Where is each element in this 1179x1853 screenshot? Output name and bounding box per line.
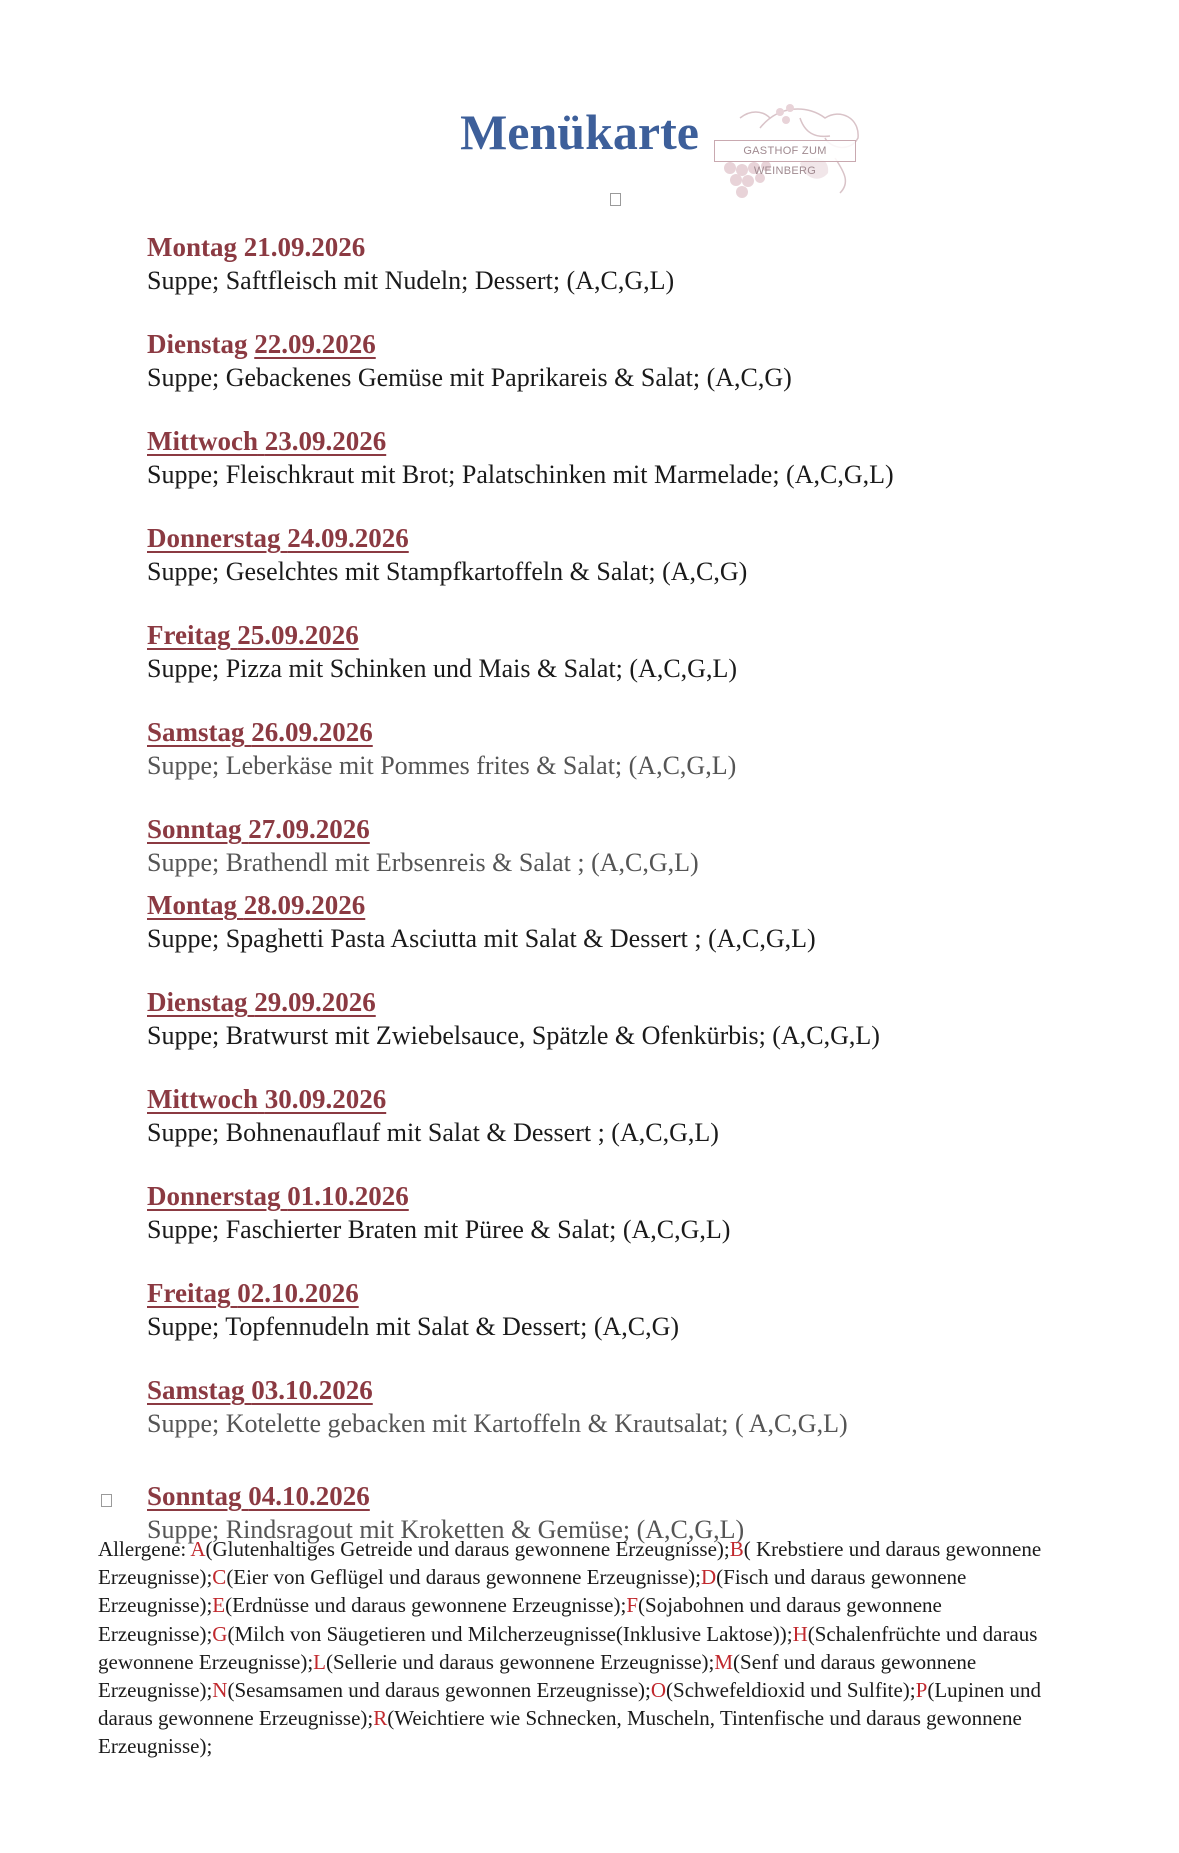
allergen-text: (Sellerie und daraus gewonnene Erzeugnisse);: [326, 1649, 715, 1674]
day-dish: Suppe; Pizza mit Schinken und Mais & Salat; (A,C,G,L): [147, 654, 737, 683]
day-name: Samstag: [147, 717, 245, 747]
menu-day: [147, 1082, 1047, 1150]
day-date: 28.09.2026: [243, 890, 366, 920]
day-name: Sonntag: [147, 1481, 242, 1511]
day-date: 26.09.2026: [251, 717, 373, 747]
menu-day: [147, 521, 1047, 589]
day-date: 02.10.2026: [237, 1278, 359, 1308]
menu-day: [147, 230, 1047, 298]
allergen-text: (Schwefeldioxid und Sulfite);: [666, 1678, 916, 1703]
day-date: 24.09.2026: [287, 523, 409, 553]
day-dish: Suppe; Leberkäse mit Pommes frites & Salat; (A,C,G,L): [147, 751, 737, 780]
allergen-text: (Lupinen und daraus gewonnene Erzeugnisse);: [98, 1678, 1042, 1731]
day-name: Freitag: [147, 620, 231, 650]
day-date: 30.09.2026: [264, 1084, 387, 1114]
menu-day: [147, 1373, 1047, 1441]
allergen-label: Allergene:: [98, 1537, 191, 1561]
day-dish: Suppe; Bohnenauflauf mit Salat & Dessert ; (A,C,G,L): [147, 1118, 719, 1147]
allergen-text: (Weichtiere wie Schnecken, Muscheln, Tintenfische und daraus gewonnene Erzeugnisse);: [98, 1706, 1022, 1759]
placeholder-box-icon: [101, 1494, 112, 1507]
day-date: 23.09.2026: [264, 426, 387, 456]
day-date: 01.10.2026: [287, 1181, 409, 1211]
menu-day: [147, 327, 1047, 395]
allergen-text: (Eier von Geflügel und daraus gewonnene Erzeugnisse);: [226, 1565, 701, 1590]
menu-day: [147, 985, 1047, 1053]
menu-day: [147, 1276, 1047, 1344]
day-dish: Suppe; Faschierter Braten mit Püree & Salat; (A,C,G,L): [147, 1215, 731, 1244]
allergen-code: B: [729, 1537, 744, 1561]
logo-text: GASTHOF ZUM WEINBERG: [714, 140, 856, 162]
allergen-code: R: [373, 1706, 388, 1731]
day-name: Montag: [147, 890, 237, 920]
allergen-code: P: [915, 1678, 928, 1703]
allergen-code: A: [190, 1537, 206, 1561]
day-dish: Suppe; Rindsragout mit Kroketten & Gemüse; (A,C,G,L): [147, 1515, 745, 1544]
allergen-code: C: [212, 1565, 227, 1590]
day-dish: Suppe; Topfennudeln mit Salat & Dessert; (A,C,G): [147, 1312, 680, 1341]
allergen-text: (Schalenfrüchte und daraus gewonnene Erzeugnisse);: [98, 1621, 1038, 1674]
allergen-text: (Fisch und daraus gewonnene Erzeugnisse);: [98, 1565, 967, 1618]
day-name: Dienstag: [147, 329, 248, 359]
day-dish: Suppe; Geselchtes mit Stampfkartoffeln & Salat; (A,C,G): [147, 557, 748, 586]
day-name: Sonntag: [147, 814, 242, 844]
day-name: Mittwoch: [147, 1084, 258, 1114]
allergen-text: (Erdnüsse und daraus gewonnene Erzeugnisse);: [225, 1593, 627, 1618]
menu-day: [147, 715, 1047, 783]
allergen-code: M: [714, 1649, 734, 1674]
allergen-text: (Sojabohnen und daraus gewonnene Erzeugnisse);: [98, 1593, 942, 1646]
allergen-code: N: [212, 1678, 228, 1703]
day-dish: Suppe; Spaghetti Pasta Asciutta mit Salat & Dessert ; (A,C,G,L): [147, 924, 816, 953]
menu-day: [147, 618, 1047, 686]
gasthof-logo: [700, 98, 870, 202]
day-name: Mittwoch: [147, 426, 258, 456]
allergen-code: L: [313, 1649, 326, 1674]
day-date: 21.09.2026: [243, 232, 366, 262]
day-date: 04.10.2026: [248, 1481, 370, 1511]
allergen-code: O: [650, 1678, 667, 1703]
menu-day: [147, 812, 1047, 880]
day-dish: Suppe; Brathendl mit Erbsenreis & Salat ; (A,C,G,L): [147, 848, 699, 877]
allergen-code: H: [792, 1621, 808, 1646]
day-name: Freitag: [147, 1278, 231, 1308]
menu-day: [147, 888, 1047, 956]
allergen-text: (Sesamsamen und daraus gewonnen Erzeugnisse);: [227, 1678, 651, 1703]
day-date: 22.09.2026: [254, 329, 376, 359]
day-dish: Suppe; Bratwurst mit Zwiebelsauce, Spätzle & Ofenkürbis; (A,C,G,L): [147, 1021, 880, 1050]
day-date: 03.10.2026: [251, 1375, 373, 1405]
day-dish: Suppe; Kotelette gebacken mit Kartoffeln & Krautsalat; ( A,C,G,L): [147, 1409, 848, 1438]
allergen-text: (Senf und daraus gewonnene Erzeugnisse);: [98, 1649, 977, 1703]
menu-day: [147, 424, 1047, 492]
day-dish: Suppe; Gebackenes Gemüse mit Paprikareis & Salat; (A,C,G): [147, 363, 792, 392]
day-dish: Suppe; Saftfleisch mit Nudeln; Dessert; (A,C,G,L): [147, 266, 675, 295]
day-date: 29.09.2026: [254, 987, 376, 1017]
menu-day: [147, 1179, 1047, 1247]
allergen-code: G: [212, 1621, 228, 1646]
allergen-code: F: [626, 1593, 639, 1618]
menu-list: [147, 230, 1047, 1576]
day-name: Samstag: [147, 1375, 245, 1405]
allergen-code: E: [212, 1593, 226, 1618]
allergen-code: D: [700, 1565, 717, 1590]
allergen-text: (Milch von Säugetieren und Milcherzeugnisse(Inklusive Laktose));: [227, 1621, 793, 1646]
allergen-legend: [98, 1535, 1088, 1761]
day-date: 27.09.2026: [248, 814, 370, 844]
day-name: Montag: [147, 232, 237, 262]
day-name: Dienstag: [147, 987, 248, 1017]
day-name: Donnerstag: [147, 523, 281, 553]
allergen-text: ( Krebstiere und daraus gewonnene Erzeugnisse);: [98, 1537, 1042, 1590]
day-date: 25.09.2026: [237, 620, 359, 650]
page-title: Menükarte: [460, 104, 699, 160]
day-dish: Suppe; Fleischkraut mit Brot; Palatschinken mit Marmelade; (A,C,G,L): [147, 460, 894, 489]
placeholder-box-icon: [610, 193, 621, 206]
allergen-text: (Glutenhaltiges Getreide und daraus gewonnene Erzeugnisse);: [205, 1537, 730, 1561]
day-name: Donnerstag: [147, 1181, 281, 1211]
